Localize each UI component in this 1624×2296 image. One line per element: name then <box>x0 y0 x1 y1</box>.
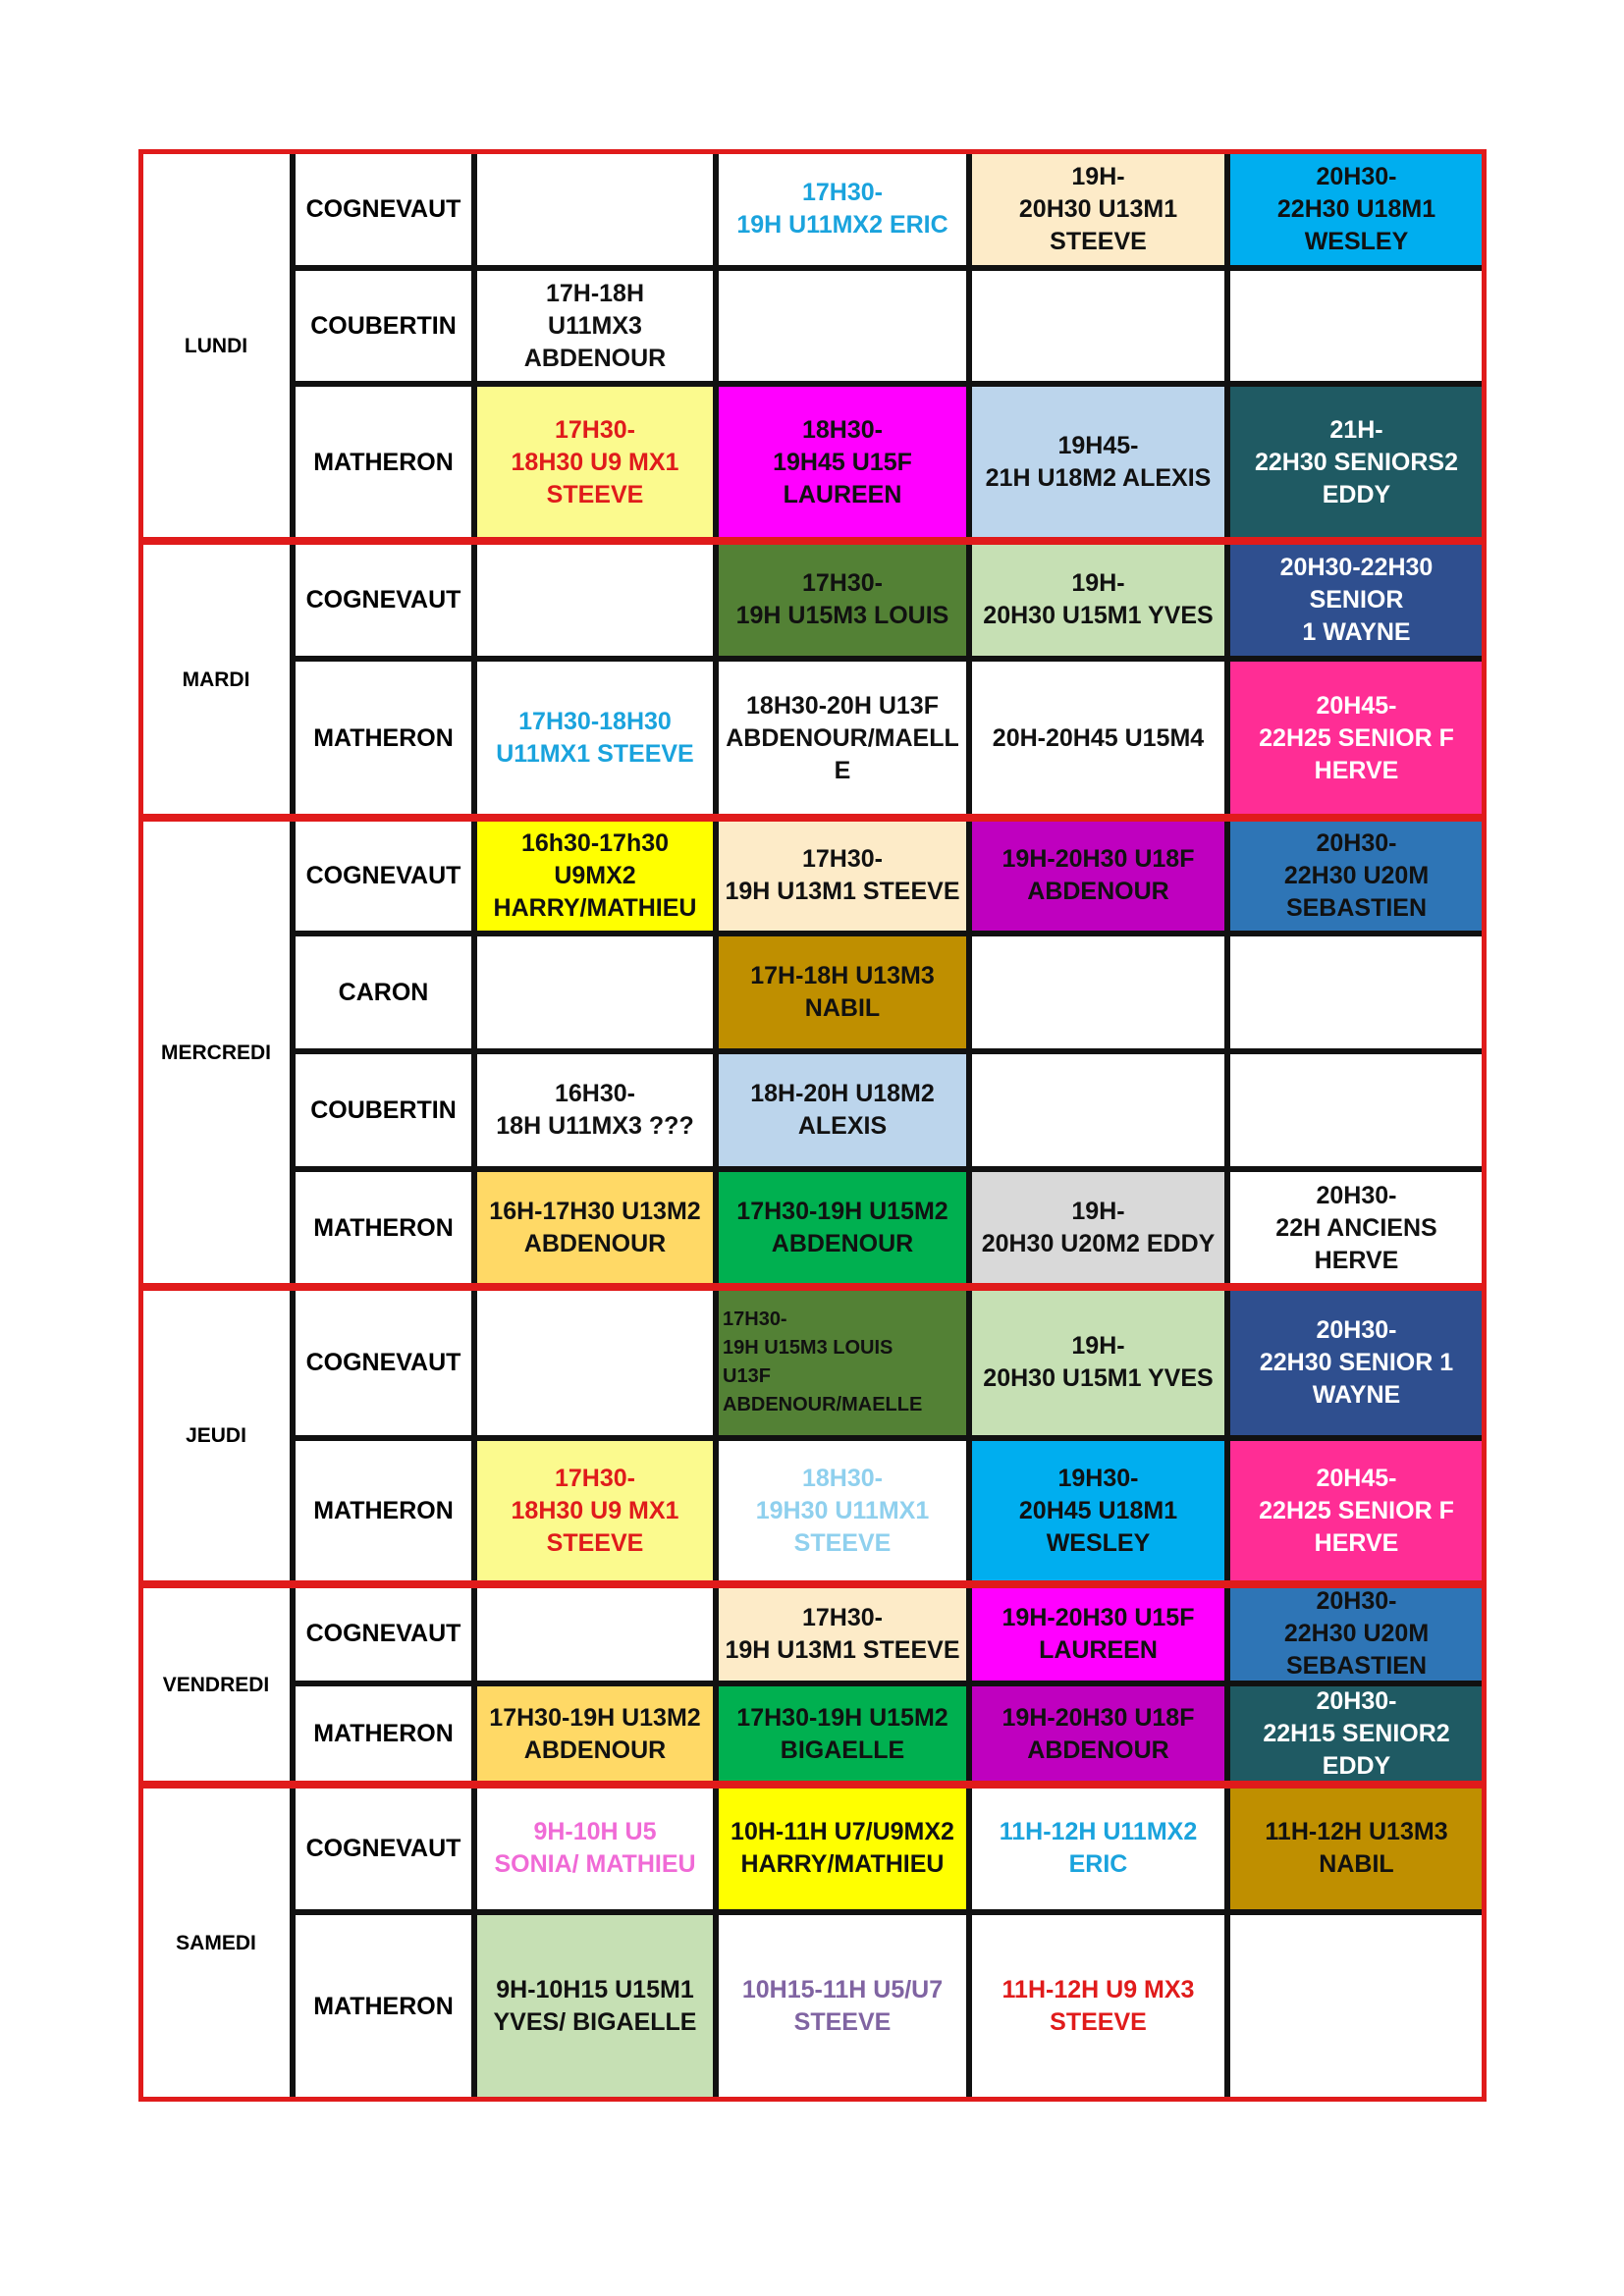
session-cell: 16H-17H30 U13M2 ABDENOUR <box>474 1169 716 1287</box>
session-cell: 17H30- 18H30 U9 MX1 STEEVE <box>474 1438 716 1584</box>
venue-label: MATHERON <box>293 659 474 818</box>
session-cell <box>969 1051 1227 1169</box>
venue-label: MATHERON <box>293 1169 474 1287</box>
session-cell: 17H30- 19H U15M3 LOUIS <box>716 541 969 659</box>
session-cell: 18H30- 19H30 U11MX1 STEEVE <box>716 1438 969 1584</box>
session-cell: 19H-20H30 U18F ABDENOUR <box>969 818 1227 934</box>
session-cell: 11H-12H U11MX2 ERIC <box>969 1785 1227 1912</box>
session-cell: 19H30- 20H45 U18M1 WESLEY <box>969 1438 1227 1584</box>
session-cell: 17H30-18H30 U11MX1 STEEVE <box>474 659 716 818</box>
venue-label: COGNEVAUT <box>293 150 474 268</box>
session-cell: 19H- 20H30 U15M1 YVES <box>969 541 1227 659</box>
session-cell: 11H-12H U13M3 NABIL <box>1227 1785 1486 1912</box>
venue-label: COGNEVAUT <box>293 1785 474 1912</box>
session-cell <box>1227 1051 1486 1169</box>
session-cell: 19H- 20H30 U15M1 YVES <box>969 1287 1227 1438</box>
day-label: MERCREDI <box>139 818 293 1287</box>
session-cell: 20H-20H45 U15M4 <box>969 659 1227 818</box>
session-cell <box>969 934 1227 1051</box>
session-cell: 16H30- 18H U11MX3 ??? <box>474 1051 716 1169</box>
session-cell: 9H-10H U5 SONIA/ MATHIEU <box>474 1785 716 1912</box>
session-cell <box>474 150 716 268</box>
session-cell <box>474 1584 716 1683</box>
session-cell: 17H-18H U13M3 NABIL <box>716 934 969 1051</box>
venue-label: COUBERTIN <box>293 1051 474 1169</box>
day-label: JEUDI <box>139 1287 293 1584</box>
session-cell: 18H30-20H U13F ABDENOUR/MAELL E <box>716 659 969 818</box>
day-label: SAMEDI <box>139 1785 293 2101</box>
session-cell: 18H30- 19H45 U15F LAUREEN <box>716 384 969 541</box>
session-cell: 18H-20H U18M2 ALEXIS <box>716 1051 969 1169</box>
session-cell: 19H-20H30 U18F ABDENOUR <box>969 1683 1227 1785</box>
session-cell: 17H30- 19H U13M1 STEEVE <box>716 818 969 934</box>
day-label: MARDI <box>139 541 293 818</box>
session-cell: 19H- 20H30 U13M1 STEEVE <box>969 150 1227 268</box>
session-cell: 17H30-19H U13M2 ABDENOUR <box>474 1683 716 1785</box>
session-cell: 19H-20H30 U15F LAUREEN <box>969 1584 1227 1683</box>
session-cell: 17H-18H U11MX3 ABDENOUR <box>474 268 716 384</box>
session-cell <box>474 1287 716 1438</box>
session-cell: 17H30-19H U15M2 BIGAELLE <box>716 1683 969 1785</box>
venue-label: MATHERON <box>293 1683 474 1785</box>
session-cell <box>474 541 716 659</box>
session-cell: 17H30- 19H U15M3 LOUIS U13F ABDENOUR/MAELLE <box>716 1287 969 1438</box>
session-cell: 10H-11H U7/U9MX2 HARRY/MATHIEU <box>716 1785 969 1912</box>
session-cell: 17H30- 19H U11MX2 ERIC <box>716 150 969 268</box>
venue-label: CARON <box>293 934 474 1051</box>
session-cell: 9H-10H15 U15M1 YVES/ BIGAELLE <box>474 1912 716 2101</box>
session-cell <box>969 268 1227 384</box>
venue-label: MATHERON <box>293 1912 474 2101</box>
session-cell: 17H30-19H U15M2 ABDENOUR <box>716 1169 969 1287</box>
session-cell <box>1227 1912 1486 2101</box>
session-cell: 16h30-17h30 U9MX2 HARRY/MATHIEU <box>474 818 716 934</box>
venue-label: COGNEVAUT <box>293 541 474 659</box>
session-cell: 20H45- 22H25 SENIOR F HERVE <box>1227 1438 1486 1584</box>
session-cell: 20H45- 22H25 SENIOR F HERVE <box>1227 659 1486 818</box>
venue-label: COGNEVAUT <box>293 1584 474 1683</box>
venue-label: COGNEVAUT <box>293 818 474 934</box>
session-cell <box>716 268 969 384</box>
venue-label: MATHERON <box>293 1438 474 1584</box>
session-cell: 11H-12H U9 MX3 STEEVE <box>969 1912 1227 2101</box>
session-cell: 20H30- 22H ANCIENS HERVE <box>1227 1169 1486 1287</box>
session-cell: 20H30- 22H15 SENIOR2 EDDY <box>1227 1683 1486 1785</box>
session-cell: 10H15-11H U5/U7 STEEVE <box>716 1912 969 2101</box>
venue-label: COGNEVAUT <box>293 1287 474 1438</box>
session-cell: 20H30- 22H30 U20M SEBASTIEN <box>1227 818 1486 934</box>
session-cell: 17H30- 19H U13M1 STEEVE <box>716 1584 969 1683</box>
session-cell: 19H- 20H30 U20M2 EDDY <box>969 1169 1227 1287</box>
session-cell <box>1227 268 1486 384</box>
day-label: VENDREDI <box>139 1584 293 1785</box>
day-label: LUNDI <box>139 150 293 541</box>
session-cell <box>474 934 716 1051</box>
session-cell: 20H30-22H30 SENIOR 1 WAYNE <box>1227 541 1486 659</box>
venue-label: COUBERTIN <box>293 268 474 384</box>
venue-label: MATHERON <box>293 384 474 541</box>
session-cell: 21H- 22H30 SENIORS2 EDDY <box>1227 384 1486 541</box>
session-cell: 17H30- 18H30 U9 MX1 STEEVE <box>474 384 716 541</box>
session-cell: 19H45- 21H U18M2 ALEXIS <box>969 384 1227 541</box>
session-cell: 20H30- 22H30 SENIOR 1 WAYNE <box>1227 1287 1486 1438</box>
session-cell <box>1227 934 1486 1051</box>
session-cell: 20H30- 22H30 U20M SEBASTIEN <box>1227 1584 1486 1683</box>
session-cell: 20H30- 22H30 U18M1 WESLEY <box>1227 150 1486 268</box>
